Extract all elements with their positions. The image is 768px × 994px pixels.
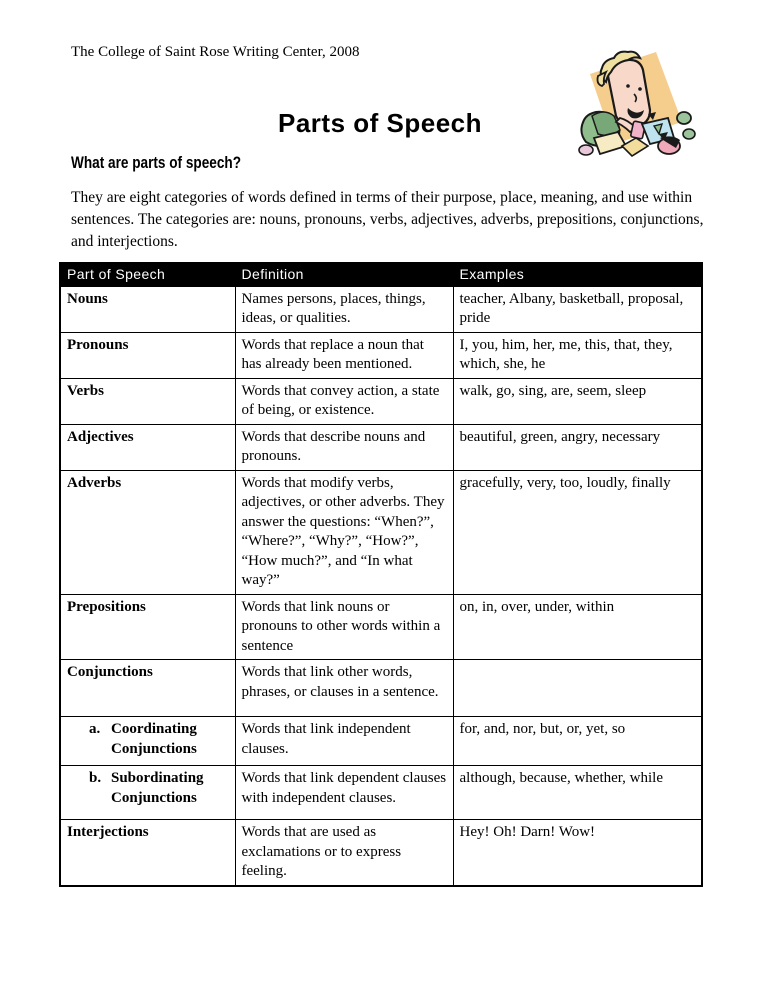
part-cell: Adjectives <box>60 424 235 470</box>
definition-cell: Words that replace a noun that has already been mentioned. <box>235 332 453 378</box>
table-row-verbs <box>60 378 702 424</box>
table-header-row <box>60 263 702 286</box>
clipart-yellow-paper <box>622 138 648 156</box>
definition-cell: Words that link nouns or pronouns to other words within a sentence <box>235 594 453 660</box>
clipart-pink-blob-left <box>579 145 593 155</box>
part-cell: Adverbs <box>60 470 235 594</box>
part-cell <box>60 717 235 766</box>
part-cell: Interjections <box>60 820 235 886</box>
page-title: Parts of Speech <box>277 108 482 138</box>
definition-cell: Words that link independent clauses. <box>235 717 453 766</box>
clipart-left-eye <box>626 84 630 88</box>
part-cell <box>60 766 235 820</box>
column-header-examples: Examples <box>453 263 702 286</box>
table-row-subordinating-conjunctions <box>60 766 702 820</box>
table-row-conjunctions <box>60 660 702 717</box>
part-cell: Conjunctions <box>60 660 235 717</box>
list-marker: b. <box>89 770 102 786</box>
intro-paragraph: They are eight categories of words defined in terms of their purpose, place, meaning, and use within sentences. The categories are: nouns, pronouns, verbs, adjectives, adverbs, prepositions, conjunctions, and interjections. <box>71 189 704 250</box>
examples-cell: on, in, over, under, within <box>453 594 702 660</box>
examples-cell: walk, go, sing, are, seem, sleep <box>453 378 702 424</box>
examples-cell: I, you, him, her, me, this, that, they, which, she, he <box>453 332 702 378</box>
definition-cell: Words that describe nouns and pronouns. <box>235 424 453 470</box>
sub-part-label: Coordinating Conjunctions <box>111 721 197 757</box>
document-header-line: The College of Saint Rose Writing Center, 2008 <box>71 44 360 60</box>
column-header-part-of-speech: Part of Speech <box>60 263 235 286</box>
clipart-svg <box>556 42 698 166</box>
table-row-nouns <box>60 286 702 332</box>
definition-cell: Words that are used as exclamations or to express feeling. <box>235 820 453 886</box>
parts-of-speech-table <box>59 262 703 887</box>
definition-cell: Words that modify verbs, adjectives, or other adverbs. They answer the questions: “When?”, “Where?”, “Why?”, “How?”, “How much?”, and “In what way?” <box>235 470 453 594</box>
table-row-pronouns <box>60 332 702 378</box>
examples-cell <box>453 660 702 717</box>
sub-part-label: Subordinating Conjunctions <box>111 770 204 806</box>
table-row-adverbs <box>60 470 702 594</box>
table-row-adjectives <box>60 424 702 470</box>
table-row-interjections <box>60 820 702 886</box>
examples-cell: although, because, whether, while <box>453 766 702 820</box>
examples-cell: for, and, nor, but, or, yet, so <box>453 717 702 766</box>
child-sorting-shapes-illustration <box>556 42 698 166</box>
examples-cell: Hey! Oh! Darn! Wow! <box>453 820 702 886</box>
column-header-definition: Definition <box>235 263 453 286</box>
subheading: What are parts of speech? <box>71 153 242 172</box>
part-cell: Verbs <box>60 378 235 424</box>
examples-cell: beautiful, green, angry, necessary <box>453 424 702 470</box>
clipart-right-eye <box>638 87 642 91</box>
definition-cell: Words that link other words, phrases, or clauses in a sentence. <box>235 660 453 717</box>
definition-cell: Words that convey action, a state of being, or existence. <box>235 378 453 424</box>
definition-cell: Words that link dependent clauses with independent clauses. <box>235 766 453 820</box>
table-row-prepositions <box>60 594 702 660</box>
part-cell: Pronouns <box>60 332 235 378</box>
definition-cell: Names persons, places, things, ideas, or qualities. <box>235 286 453 332</box>
part-cell: Prepositions <box>60 594 235 660</box>
examples-cell: gracefully, very, too, loudly, finally <box>453 470 702 594</box>
examples-cell: teacher, Albany, basketball, proposal, pride <box>453 286 702 332</box>
part-cell: Nouns <box>60 286 235 332</box>
table-row-coordinating-conjunctions <box>60 717 702 766</box>
list-marker: a. <box>89 721 101 737</box>
